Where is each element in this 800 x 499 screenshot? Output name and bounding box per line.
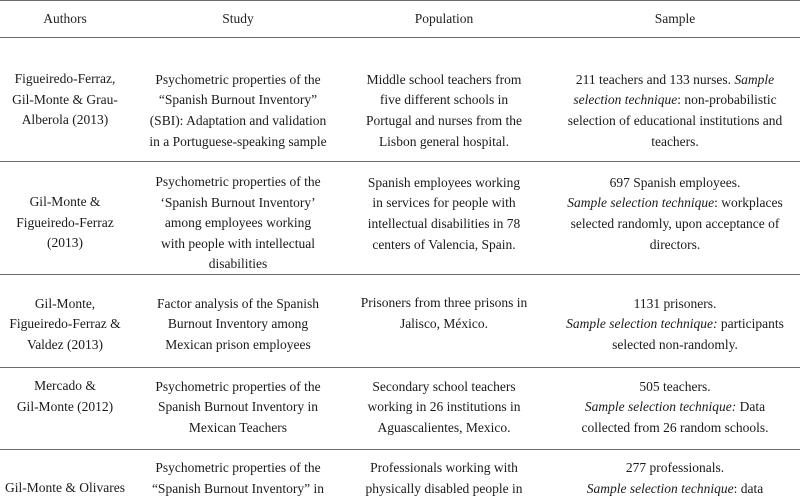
cell-study: Factor analysis of the Spanish Burnout Inventory among Mexican prison employees bbox=[157, 295, 319, 352]
cell-authors: Gil-Monte & Figueiredo-Ferraz (2013) bbox=[16, 194, 114, 251]
row-divider bbox=[0, 274, 800, 275]
cell-authors: Gil-Monte, Figueiredo-Ferraz & Valdez (2013) bbox=[9, 295, 121, 352]
cell-sample: 505 teachers. Sample selection technique: Data collected from 26 random schools. bbox=[581, 378, 769, 435]
cell-study: Psychometric properties of the Spanish Burnout Inventory in Mexican Teachers bbox=[155, 378, 321, 435]
row-divider bbox=[0, 161, 800, 162]
header-study: Study bbox=[222, 10, 254, 26]
header-rule bbox=[0, 37, 800, 38]
cell-sample: 1131 prisoners. Sample selection technique: participants selected non-randomly. bbox=[566, 295, 784, 352]
row-divider bbox=[0, 367, 800, 368]
cell-population: Middle school teachers from five different schools in Portugal and nurses from the Lisbon general hospital. bbox=[366, 71, 522, 149]
cell-sample: 697 Spanish employees. Sample selection technique: workplaces selected randomly, upon acceptance of directors. bbox=[567, 174, 783, 252]
cell-population: Spanish employees working in services for people with intellectual disabilities in 78 centers of Valencia, Spain. bbox=[367, 174, 521, 252]
header-sample: Sample bbox=[654, 10, 696, 26]
cell-study: Psychometric properties of the “Spanish Burnout Inventory” (SBI): Adaptation and validation in a Portuguese-speaking sample bbox=[149, 71, 327, 149]
cell-authors: Figueiredo-Ferraz, Gil-Monte & Grau- Alberola (2013) bbox=[12, 71, 118, 128]
cell-study: Psychometric properties of the ‘Spanish Burnout Inventory’ among employees working with people with intellectual disabilities bbox=[155, 174, 321, 272]
cell-authors: Mercado & Gil-Monte (2012) bbox=[16, 378, 114, 414]
cell-study: Psychometric properties of the “Spanish Burnout Inventory” in bbox=[151, 460, 325, 496]
cell-authors: Gil-Monte & Olivares bbox=[5, 480, 125, 495]
cell-sample: 277 professionals. Sample selection technique: data bbox=[586, 460, 764, 496]
cell-sample: 211 teachers and 133 nurses. Sample selection technique: non-probabilistic selection of educational institutions and teachers. bbox=[567, 71, 783, 149]
cell-population: Secondary school teachers working in 26 institutions in Aguascalientes, Mexico. bbox=[367, 378, 521, 435]
header-population: Population bbox=[414, 10, 474, 26]
row-divider bbox=[0, 449, 800, 450]
cell-population: Professionals working with physically disabled people in bbox=[365, 460, 523, 496]
header-authors: Authors bbox=[43, 10, 87, 26]
cell-population: Prisoners from three prisons in Jalisco, México. bbox=[360, 295, 528, 331]
